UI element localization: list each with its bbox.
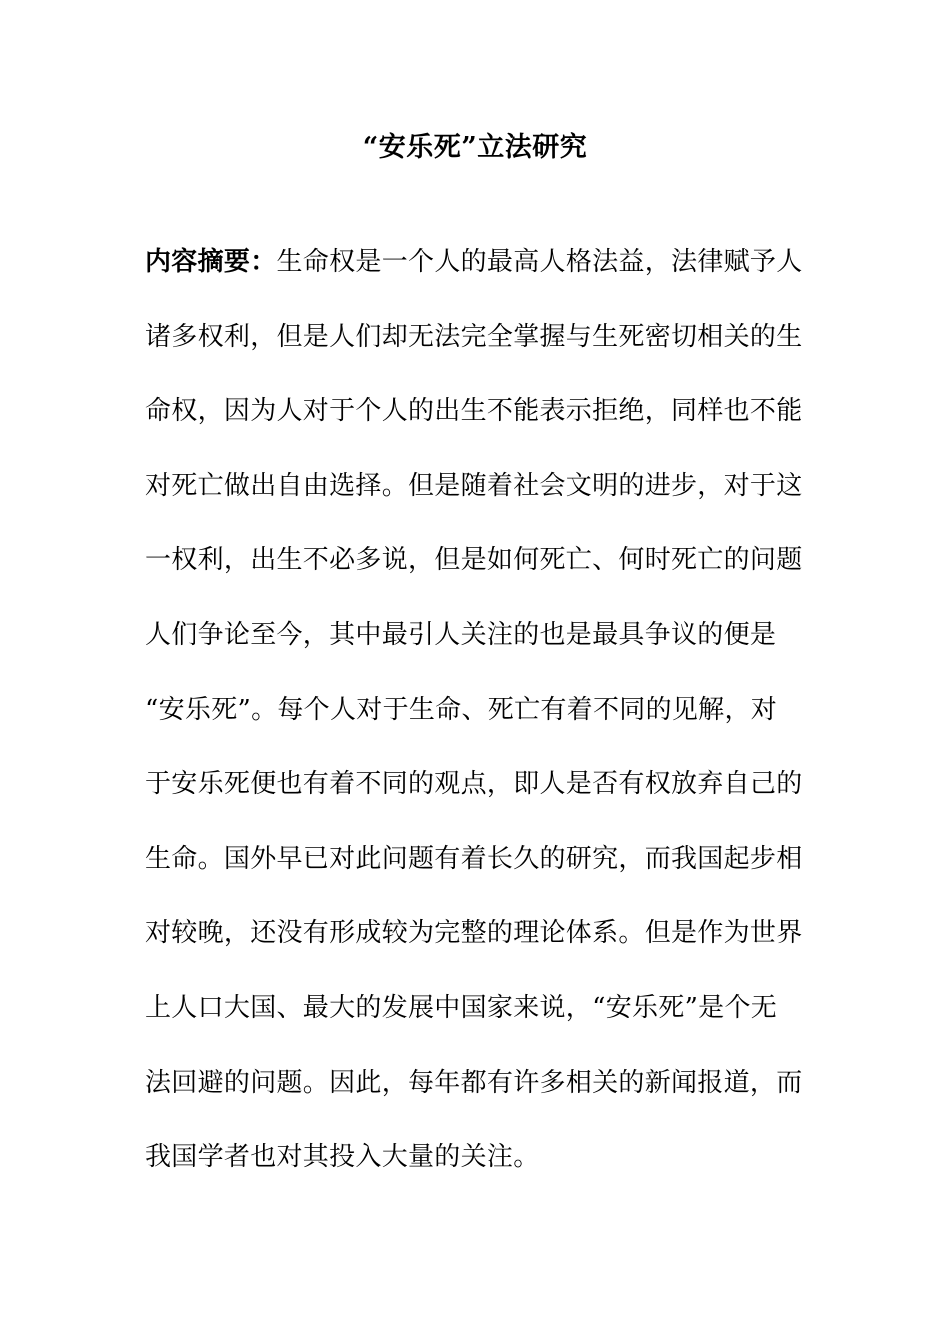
abstract-line: 我国学者也对其投入大量的关注。 [145,1142,540,1173]
abstract-line: 对较晚，还没有形成较为完整的理论体系。但是作为世界 [145,918,803,949]
abstract-line: “安乐死”。每个人对于生命、死亡有着不同的见解，对 [145,694,778,725]
abstract-line: 人们争论至今，其中最引人关注的也是最具争议的便是 [145,619,777,650]
abstract-line: 于安乐死便也有着不同的观点，即人是否有权放弃自己的 [145,769,803,800]
abstract-line: 命权，因为人对于个人的出生不能表示拒绝，同样也不能 [145,396,803,427]
abstract-label: 内容摘要： [145,247,277,277]
abstract-line: 一权利，出生不必多说，但是如何死亡、何时死亡的问题 [145,545,803,576]
abstract-section [145,236,803,1206]
abstract-text: 生命权是一个人的最高人格法益，法律赋予人 [276,247,803,277]
document-title: “安乐死”立法研究 [362,132,588,163]
abstract-line: 对死亡做出自由选择。但是随着社会文明的进步，对于这 [145,470,803,501]
abstract-line: 上人口大国、最大的发展中国家来说，“安乐死”是个无 [145,992,778,1023]
abstract-line: 生命。国外早已对此问题有着长久的研究，而我国起步相 [145,843,803,874]
abstract-line [145,236,803,311]
abstract-line: 诸多权利，但是人们却无法完全掌握与生死密切相关的生 [145,321,803,352]
abstract-line: 法回避的问题。因此，每年都有许多相关的新闻报道，而 [145,1067,803,1098]
